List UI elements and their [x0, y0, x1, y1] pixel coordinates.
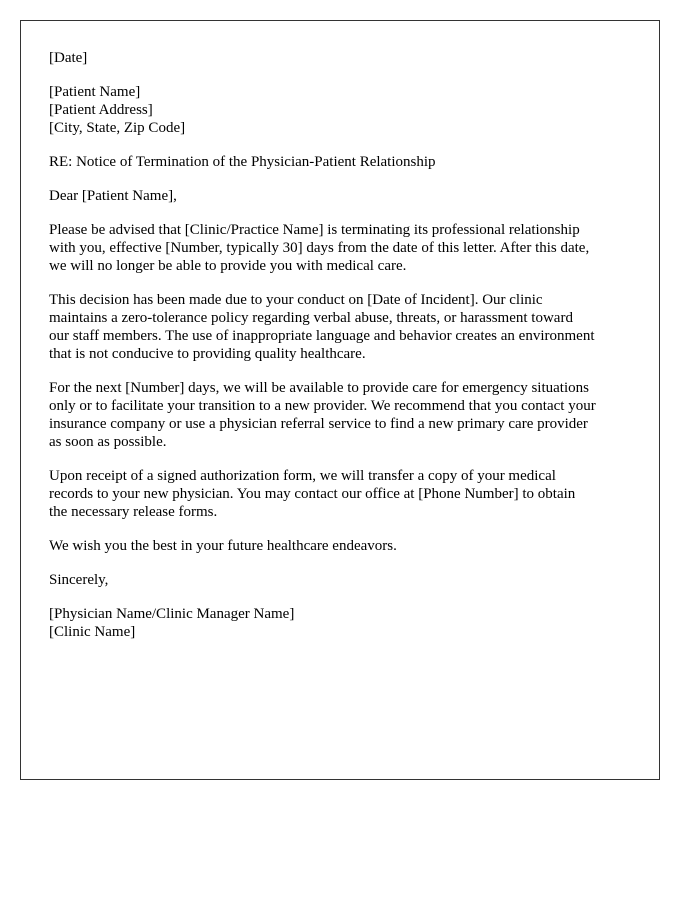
text-line: maintains a zero-tolerance policy regarding verbal abuse, threats, or harassment toward — [49, 310, 573, 326]
text-line: [Patient Name] — [49, 84, 141, 100]
text-line: [Clinic Name] — [49, 624, 136, 640]
text-line: records to your new physician. You may contact our office at [Phone Number] to obtain — [49, 486, 576, 502]
text-line: [City, State, Zip Code] — [49, 120, 186, 136]
text-line: that is not conducive to providing quality healthcare. — [49, 346, 366, 362]
closing-wish — [49, 537, 631, 555]
text-line: the necessary release forms. — [49, 504, 218, 520]
text-line: For the next [Number] days, we will be available to provide care for emergency situations — [49, 380, 589, 396]
patient-address-block — [49, 83, 631, 137]
salutation — [49, 187, 631, 205]
text-line: RE: Notice of Termination of the Physician-Patient Relationship — [49, 154, 436, 170]
body-paragraph-records — [49, 467, 631, 521]
text-line: Sincerely, — [49, 572, 109, 588]
text-line: with you, effective [Number, typically 30] days from the date of this letter. After this date, — [49, 240, 590, 256]
text-line: [Physician Name/Clinic Manager Name] — [49, 606, 295, 622]
text-line: as soon as possible. — [49, 434, 167, 450]
sign-off — [49, 571, 631, 589]
text-line: Dear [Patient Name], — [49, 188, 177, 204]
body-paragraph-termination — [49, 221, 631, 275]
body-paragraph-transition — [49, 379, 631, 451]
text-line: Upon receipt of a signed authorization form, we will transfer a copy of your medical — [49, 468, 556, 484]
text-line: only or to facilitate your transition to a new provider. We recommend that you contact your — [49, 398, 596, 414]
text-line: [Date] — [49, 50, 88, 66]
date — [49, 49, 631, 67]
letter-page — [20, 20, 660, 780]
text-line: Please be advised that [Clinic/Practice Name] is terminating its professional relationship — [49, 222, 580, 238]
text-line: This decision has been made due to your conduct on [Date of Incident]. Our clinic — [49, 292, 543, 308]
text-line: [Patient Address] — [49, 102, 153, 118]
text-line: we will no longer be able to provide you with medical care. — [49, 258, 407, 274]
text-line: insurance company or use a physician referral service to find a new primary care provider — [49, 416, 588, 432]
signature-block — [49, 605, 631, 641]
text-line: our staff members. The use of inappropriate language and behavior creates an environment — [49, 328, 595, 344]
body-paragraph-reason — [49, 291, 631, 363]
subject-line — [49, 153, 631, 171]
text-line: We wish you the best in your future healthcare endeavors. — [49, 538, 397, 554]
